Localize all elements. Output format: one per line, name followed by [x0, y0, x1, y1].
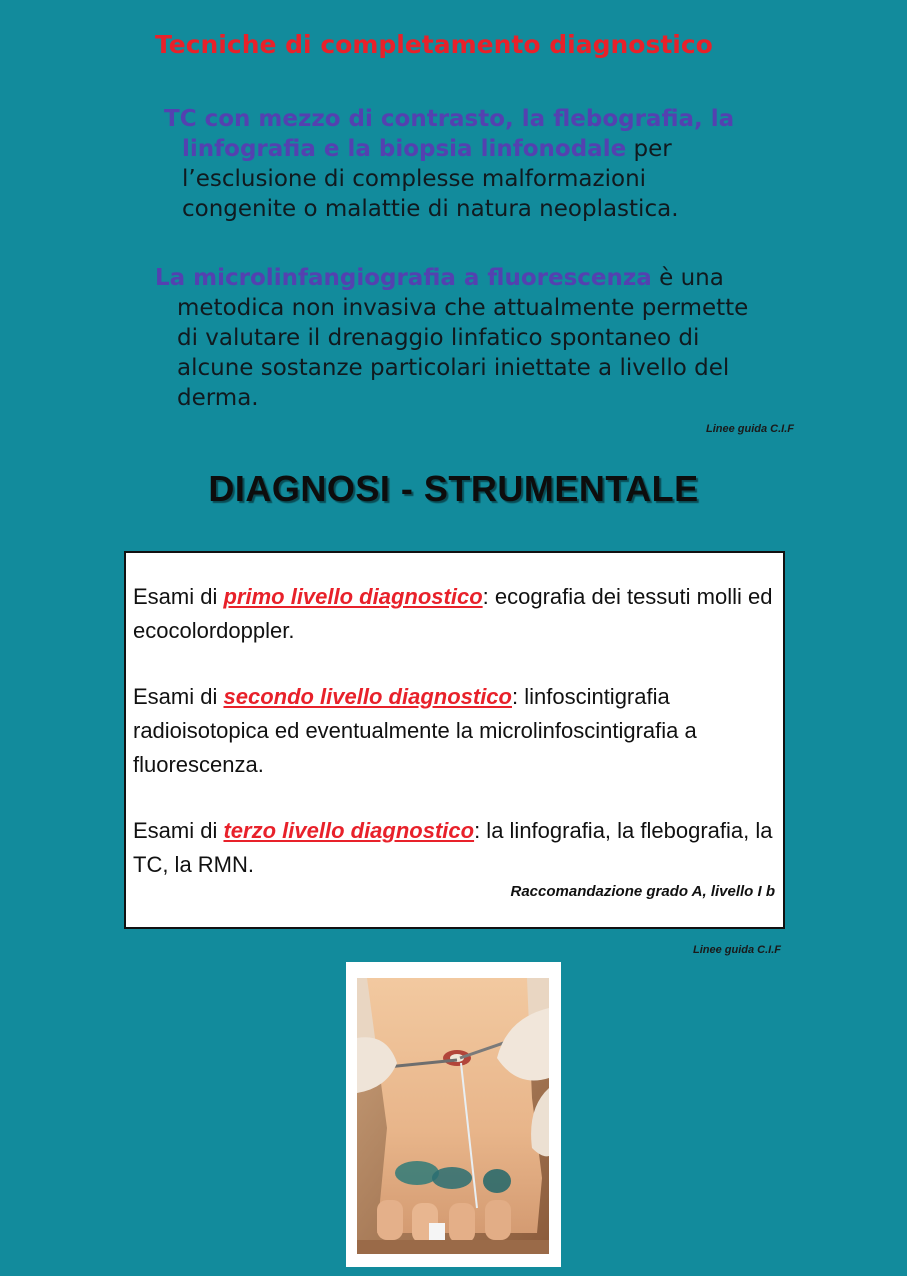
text-line: derma.: [177, 385, 259, 411]
level-item-2: [133, 680, 783, 782]
paragraph-microlymphangiography: [155, 263, 795, 413]
level-label: terzo livello diagnostico: [223, 818, 475, 843]
highlight-text: La microlinfangiografia a fluorescenza: [155, 265, 652, 291]
level-label: primo livello diagnostico: [223, 584, 483, 609]
highlight-text: linfografia e la biopsia linfonodale: [182, 136, 627, 162]
text-fragment: per: [626, 136, 672, 162]
level-description: : linfoscintigrafia radioisotopica ed eventualmente la microlinfoscintigrafia a fluorescenza.: [133, 684, 697, 777]
text-line: [160, 134, 800, 164]
text-line: metodica non invasiva che attualmente permette: [177, 295, 749, 321]
clinical-photo-frame: [346, 962, 561, 1267]
text-line: congenite o malattie di natura neoplastica.: [182, 196, 679, 222]
recommendation-note: Raccomandazione grado A, livello I b: [510, 883, 775, 900]
text-line: alcune sostanze particolari iniettate a livello del: [177, 355, 730, 381]
level-label: secondo livello diagnostico: [223, 684, 512, 709]
highlight-text: TC con mezzo di contrasto, la flebografia, la: [164, 106, 735, 132]
reference-note: Linee guida C.I.F: [705, 423, 794, 435]
level-item-3: [133, 814, 783, 882]
diagnostic-levels-box: [124, 551, 785, 929]
text-line: l’esclusione di complesse malformazioni: [182, 166, 647, 192]
level-description: : ecografia dei tessuti molli ed ecocolordoppler.: [133, 584, 773, 643]
level-prefix: Esami di: [133, 584, 224, 609]
section-heading: Tecniche di completamento diagnostico: [155, 30, 713, 59]
clinical-photo: [357, 978, 549, 1254]
level-description: : la linfografia, la flebografia, la TC, la RMN.: [133, 818, 773, 877]
foot-procedure-illustration: [357, 978, 549, 1254]
reference-note: Linee guida C.I.F: [692, 944, 781, 956]
level-prefix: Esami di: [133, 818, 224, 843]
text-line: di valutare il drenaggio linfatico spontaneo di: [177, 325, 700, 351]
text-fragment: è una: [651, 265, 724, 291]
page-title: DIAGNOSI - STRUMENTALE: [208, 468, 699, 509]
paragraph-diagnostic-techniques: [160, 104, 800, 224]
level-prefix: Esami di: [133, 684, 224, 709]
level-item-1: [133, 580, 783, 648]
